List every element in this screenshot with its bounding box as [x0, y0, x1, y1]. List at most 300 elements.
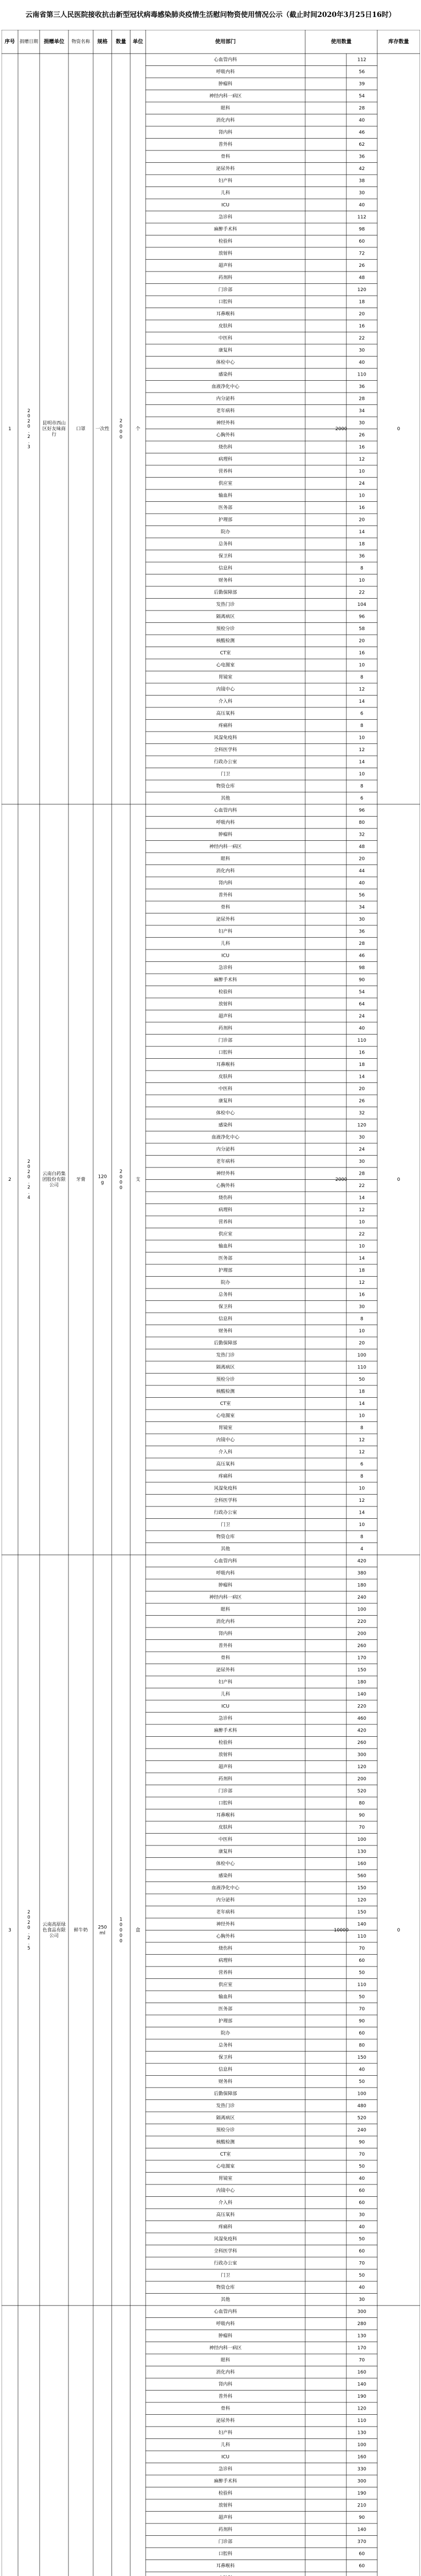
dept-qty: 42	[359, 166, 365, 172]
group-unit: 盒	[135, 1928, 141, 1933]
dept-name: 泌尿外科	[216, 166, 235, 172]
dept-qty: 40	[359, 2176, 365, 2181]
dept-qty: 150	[357, 1667, 366, 1673]
dept-qty: 50	[359, 1377, 365, 1382]
dept-qty: 112	[357, 214, 366, 220]
dept-qty: 16	[359, 505, 365, 511]
group-spec	[98, 1175, 107, 1185]
dept-qty: 6	[360, 711, 363, 717]
dept-qty: 520	[357, 1788, 366, 1794]
dept-qty: 48	[359, 844, 365, 850]
dept-name: 麻醉手术科	[214, 977, 237, 983]
dept-name: 口腔科	[218, 1050, 233, 1056]
dept-name: 信息科	[218, 2067, 233, 2073]
dept-qty: 10	[359, 663, 365, 668]
dept-name: 总务科	[218, 1292, 233, 1298]
dept-qty: 100	[357, 2442, 366, 2448]
dept-name: 皮肤科	[218, 1825, 233, 1831]
dept-qty: 12	[359, 1207, 365, 1213]
dept-qty: 260	[357, 1643, 366, 1649]
header-cell	[72, 39, 91, 45]
svg-text:0: 0	[119, 1933, 122, 1939]
dept-name: 普外科	[218, 2394, 233, 2399]
svg-text:公司: 公司	[49, 1934, 59, 1939]
dept-name: 胃镜室	[218, 2176, 233, 2181]
dept-qty: 80	[359, 820, 365, 825]
dept-qty: 70	[359, 2006, 365, 2012]
dept-name: 神经外科	[216, 1922, 235, 1927]
dept-name: 全科医学科	[214, 2248, 237, 2254]
dept-name: ICU	[221, 202, 230, 208]
dept-qty: 20	[359, 1086, 365, 1092]
header-cell: 单位	[133, 39, 143, 45]
dept-qty: 90	[359, 2515, 365, 2520]
dept-qty: 16	[359, 324, 365, 329]
dept-name: 疼痛科	[218, 1473, 233, 1479]
svg-text:2: 2	[119, 1169, 122, 1175]
dept-qty: 48	[359, 275, 365, 281]
dept-qty: 22	[359, 1183, 365, 1189]
svg-text:牙膏: 牙膏	[76, 1177, 86, 1182]
dept-name: 高压氧科	[216, 2212, 235, 2218]
dept-qty: 100	[357, 1352, 366, 1358]
dept-name: 其他	[220, 2297, 231, 2302]
dept-qty: 30	[359, 2297, 365, 2302]
dept-name: 超声科	[218, 1013, 233, 1019]
svg-text:.: .	[28, 439, 30, 445]
dept-name: 放射科	[218, 1752, 233, 1758]
dept-name: 中医科	[218, 335, 233, 341]
svg-text:2: 2	[27, 419, 30, 424]
dept-qty: 12	[359, 1437, 365, 1443]
dept-name: 消化内科	[216, 868, 235, 874]
dept-name: 心血管内科	[214, 1558, 237, 1564]
dept-qty: 10	[359, 469, 365, 474]
dept-qty: 16	[359, 1292, 365, 1298]
dept-qty: 40	[359, 2224, 365, 2230]
dept-name: 麻醉手术科	[214, 2479, 237, 2484]
dept-name: 肿瘤科	[218, 2333, 233, 2339]
group-seq	[8, 1177, 11, 1182]
svg-text:3: 3	[27, 445, 30, 450]
svg-text:.: .	[28, 1180, 30, 1185]
dept-qty: 10	[359, 735, 365, 741]
dept-name: CT室	[220, 2151, 231, 2157]
svg-text:0: 0	[27, 1915, 30, 1920]
dept-qty: 60	[359, 2188, 365, 2194]
dept-name: 烧伤科	[218, 1195, 233, 1201]
svg-text:4: 4	[27, 1195, 30, 1200]
dept-name: 风湿免疫科	[214, 735, 237, 741]
dept-qty: 220	[357, 1619, 366, 1624]
dept-qty: 60	[359, 2563, 365, 2569]
dept-qty: 8	[360, 1534, 363, 1540]
dept-qty: 50	[359, 2079, 365, 2084]
dept-name: 康复科	[218, 1849, 233, 1855]
dept-name: 核酸检测	[216, 638, 235, 644]
dept-qty: 10	[359, 1486, 365, 1492]
svg-text:0: 0	[27, 1175, 30, 1180]
dept-name: 胃镜室	[218, 1425, 233, 1431]
group-qty	[119, 1169, 122, 1191]
dept-name: 内分泌科	[216, 1147, 235, 1153]
dept-name: 药剂科	[218, 275, 233, 281]
dept-name: 消化内科	[216, 2369, 235, 2375]
dept-qty: 180	[357, 1680, 366, 1685]
dept-qty: 180	[357, 1583, 366, 1588]
dept-name: 儿科	[220, 941, 231, 946]
dept-name: 消化内科	[216, 1619, 235, 1624]
group-donor	[42, 1921, 65, 1939]
group-unit: 支	[135, 1177, 141, 1182]
dept-qty: 20	[359, 1341, 365, 1346]
dept-qty: 190	[357, 2394, 366, 2399]
page-title: 云南省第三人民医院接收抗击新型冠状病毒感染肺炎疫情生活慰问物资使用情况公示（截止时间2020年3月25日16时）	[25, 11, 396, 19]
dept-name: 皮肤科	[218, 324, 233, 329]
dept-qty: 100	[357, 1607, 366, 1613]
dept-qty: 12	[359, 687, 365, 692]
dept-name: 口腔科	[218, 1801, 233, 1806]
group-spec	[98, 1925, 107, 1936]
header-cell: 序号	[5, 39, 15, 45]
dept-name: 检验科	[218, 239, 233, 244]
dept-name: CT室	[220, 1401, 231, 1406]
dept-name: 心电图室	[216, 1413, 235, 1419]
dept-name: 口腔科	[218, 2551, 233, 2557]
dept-qty: 60	[359, 2551, 365, 2557]
dept-qty: 40	[359, 360, 365, 365]
dept-name: 皮肤科	[218, 1074, 233, 1080]
dept-qty: 130	[357, 2430, 366, 2436]
dept-name: 隔离病区	[216, 614, 235, 620]
dept-name: 护理部	[218, 517, 233, 523]
dept-qty: 8	[360, 1473, 363, 1479]
dept-name: 康复科	[218, 348, 233, 353]
dept-qty: 14	[359, 759, 365, 765]
dept-qty: 210	[357, 2503, 366, 2509]
dept-name: 中医科	[218, 1086, 233, 1092]
dept-name: 财务科	[218, 1328, 233, 1334]
dept-qty: 50	[359, 1970, 365, 1976]
dept-name: 院办	[220, 2030, 231, 2036]
dept-qty: 54	[359, 989, 365, 995]
dept-qty: 60	[359, 239, 365, 244]
dept-qty: 130	[357, 1849, 366, 1855]
dept-name: 普外科	[218, 892, 233, 898]
dept-qty: 110	[357, 1982, 366, 1988]
dept-name: 放射科	[218, 1002, 233, 1007]
dept-name: 检验科	[218, 1740, 233, 1745]
group-stock: 0	[397, 427, 400, 432]
dept-qty: 240	[357, 1595, 366, 1600]
dept-qty: 380	[357, 1570, 366, 1576]
dept-name: 门卫	[220, 771, 231, 777]
dept-qty: 140	[357, 1691, 366, 1697]
dept-qty: 8	[360, 1425, 363, 1431]
group-date	[27, 1910, 30, 1951]
dept-qty: 24	[359, 481, 365, 486]
svg-text:.: .	[28, 1190, 30, 1195]
dept-name: 护理部	[218, 1268, 233, 1274]
dept-qty: 8	[360, 784, 363, 789]
dept-name: 体检中心	[216, 1861, 235, 1867]
dept-qty: 90	[359, 977, 365, 983]
dept-name: 心血管内科	[214, 2309, 237, 2315]
dept-name: 物资仓库	[216, 784, 235, 789]
dept-qty: 150	[357, 2055, 366, 2060]
dept-qty: 24	[359, 1013, 365, 1019]
dept-name: 保卫科	[218, 553, 233, 559]
group-seq	[8, 1928, 11, 1933]
dept-qty: 120	[357, 1764, 366, 1770]
dept-qty: 20	[359, 856, 365, 862]
dept-qty: 170	[357, 2345, 366, 2351]
dept-name: 风湿免疫科	[214, 2236, 237, 2242]
dept-qty: 120	[357, 2406, 366, 2412]
dept-name: 普外科	[218, 1643, 233, 1649]
svg-text:0: 0	[119, 429, 122, 435]
dept-qty: 36	[359, 384, 365, 389]
dept-qty: 70	[359, 2358, 365, 2363]
dept-name: 后勤保障部	[214, 1341, 237, 1346]
dept-qty: 46	[359, 953, 365, 959]
dept-name: ICU	[221, 1704, 230, 1709]
svg-text:3: 3	[8, 1928, 11, 1933]
dept-qty: 40	[359, 880, 365, 886]
svg-text:0: 0	[119, 1185, 122, 1191]
dept-name: 眼科	[220, 2358, 231, 2363]
dept-qty: 460	[357, 1716, 366, 1721]
dept-name: 检验科	[218, 989, 233, 995]
dept-qty: 10	[359, 1244, 365, 1249]
dept-qty: 10	[359, 1328, 365, 1334]
dept-name: 高压氧科	[216, 711, 235, 717]
dept-qty: 300	[357, 2479, 366, 2484]
dept-qty: 112	[357, 57, 366, 63]
dept-qty: 4	[360, 1546, 363, 1552]
svg-text:0: 0	[27, 414, 30, 419]
dept-qty: 6	[360, 795, 363, 801]
dept-qty: 16	[359, 1050, 365, 1056]
dept-qty: 110	[357, 1934, 366, 1939]
dept-qty: 140	[357, 1922, 366, 1927]
dept-qty: 28	[359, 1171, 365, 1177]
dept-name: 门卫	[220, 2273, 231, 2278]
dept-qty: 160	[357, 1861, 366, 1867]
dept-qty: 40	[359, 1026, 365, 1031]
dept-name: 医务部	[218, 505, 233, 511]
dept-name: CT室	[220, 650, 231, 656]
dept-qty: 104	[357, 602, 366, 607]
svg-text:一次性: 一次性	[95, 427, 110, 432]
dept-name: 骨科	[220, 1655, 231, 1661]
dept-name: 肿瘤科	[218, 832, 233, 838]
dept-qty: 18	[359, 1268, 365, 1274]
dept-qty: 40	[359, 117, 365, 123]
dept-name: 心电图室	[216, 2164, 235, 2170]
dept-name: 超声科	[218, 1764, 233, 1770]
dept-name: 门诊部	[218, 1788, 233, 1794]
svg-text:2: 2	[27, 1936, 30, 1941]
dept-name: 心胸外科	[216, 1934, 235, 1939]
dept-name: 预检分诊	[216, 1377, 235, 1382]
group-stock: 0	[397, 1177, 400, 1182]
dept-qty: 28	[359, 106, 365, 111]
dept-qty: 200	[357, 1776, 366, 1782]
dept-qty: 90	[359, 2140, 365, 2145]
header-cell: 规格	[97, 39, 108, 45]
dept-name: 药剂科	[218, 1776, 233, 1782]
dept-name: 物资仓库	[216, 1534, 235, 1540]
dept-qty: 100	[357, 2091, 366, 2097]
dept-qty: 160	[357, 2454, 366, 2460]
dept-name: 保卫科	[218, 1304, 233, 1310]
dept-qty: 200	[357, 1631, 366, 1637]
dept-qty: 30	[359, 420, 365, 426]
header-cell: 使用数量	[331, 39, 352, 45]
dept-name: 儿科	[220, 190, 231, 196]
dept-qty: 14	[359, 1074, 365, 1080]
dept-qty: 20	[359, 311, 365, 317]
dept-name: 输血科	[218, 1994, 233, 2000]
dept-qty: 560	[357, 1873, 366, 1879]
svg-text:0: 0	[119, 1180, 122, 1185]
dept-name: 高压氧科	[216, 1462, 235, 1467]
dept-name: 院办	[220, 529, 231, 535]
dept-name: 内镜中心	[216, 687, 235, 692]
dept-qty: 96	[359, 808, 365, 814]
dept-name: 骨科	[220, 154, 231, 160]
group-used: 10000	[334, 1928, 349, 1933]
dept-qty: 96	[359, 614, 365, 620]
dept-name: 其他	[220, 1546, 231, 1552]
dept-qty: 70	[359, 2151, 365, 2157]
header-cell: 使用部门	[215, 39, 236, 45]
dept-name: 体检中心	[216, 1110, 235, 1116]
dept-name: 护理部	[218, 2019, 233, 2024]
dept-name: 放射科	[218, 2503, 233, 2509]
svg-text:5: 5	[27, 1946, 30, 1951]
dept-name: 神经外科	[216, 1171, 235, 1177]
svg-text:0: 0	[119, 1928, 122, 1933]
dept-qty: 24	[359, 1147, 365, 1153]
header-cell: 数量	[116, 39, 126, 45]
dept-name: 营养科	[218, 1219, 233, 1225]
dept-name: ICU	[221, 953, 230, 959]
dept-qty: 30	[359, 1134, 365, 1140]
svg-text:ml: ml	[99, 1930, 106, 1936]
dept-name: 营养科	[218, 469, 233, 474]
dept-name: 心血管内科	[214, 57, 237, 63]
dept-qty: 120	[357, 287, 366, 293]
svg-text:云南白药集: 云南白药集	[42, 1172, 66, 1177]
dept-qty: 110	[357, 372, 366, 378]
dept-qty: 90	[359, 2019, 365, 2024]
dept-name: 药剂科	[218, 1026, 233, 1031]
dept-name: 感染科	[218, 1873, 233, 1879]
dept-name: 隔离病区	[216, 2115, 235, 2121]
dept-qty: 60	[359, 1958, 365, 1963]
dept-qty: 34	[359, 408, 365, 414]
dept-qty: 39	[359, 81, 365, 87]
dept-name: 疼痛科	[218, 723, 233, 728]
dept-name: 普外科	[218, 142, 233, 147]
dept-name: 隔离病区	[216, 1365, 235, 1370]
dept-name: 心血管内科	[214, 808, 237, 814]
dept-name: 肿瘤科	[218, 81, 233, 87]
dept-name: 风湿免疫科	[214, 1486, 237, 1492]
dept-qty: 12	[359, 456, 365, 462]
dept-name: 儿科	[220, 1691, 231, 1697]
dept-name: 疼痛科	[218, 2224, 233, 2230]
dept-name: 总务科	[218, 541, 233, 547]
dept-name: 康复科	[218, 1098, 233, 1104]
dept-qty: 12	[359, 1280, 365, 1285]
header-cell: 库存数量	[388, 39, 409, 45]
dept-name: 放射科	[218, 251, 233, 257]
dept-qty: 80	[359, 2043, 365, 2048]
dept-name: 物资仓库	[216, 2285, 235, 2291]
dept-qty: 480	[357, 2103, 366, 2109]
svg-text:0: 0	[119, 1174, 122, 1180]
dept-name: 感染科	[218, 372, 233, 378]
dept-name: 内镜中心	[216, 1437, 235, 1443]
svg-text:2: 2	[27, 1185, 30, 1190]
dept-name: 烧伤科	[218, 1946, 233, 1952]
dept-name: 核酸检测	[216, 1389, 235, 1395]
dept-qty: 38	[359, 178, 365, 184]
dept-name: 信息科	[218, 1316, 233, 1322]
dept-qty: 130	[357, 2333, 366, 2339]
dept-qty: 10	[359, 1219, 365, 1225]
dept-name: 发热门诊	[216, 2103, 235, 2109]
dept-qty: 190	[357, 2490, 366, 2496]
dept-name: 内分泌科	[216, 1897, 235, 1903]
dept-name: 后勤保障部	[214, 590, 237, 596]
dept-name: 血液净化中心	[211, 1134, 240, 1140]
dept-qty: 20	[359, 517, 365, 523]
dept-name: 介入科	[218, 2200, 233, 2206]
dept-qty: 120	[357, 1123, 366, 1128]
dept-qty: 22	[359, 335, 365, 341]
dept-qty: 520	[357, 2115, 366, 2121]
group-qty	[119, 1917, 122, 1944]
group-spec	[95, 426, 109, 432]
dept-name: 医务部	[218, 2006, 233, 2012]
dept-name: 眼科	[220, 856, 231, 862]
group-unit: 个	[135, 427, 141, 432]
dept-name: 老年病科	[216, 1159, 235, 1164]
dept-qty: 28	[359, 941, 365, 946]
group-seq	[8, 427, 11, 432]
dept-name: 药剂科	[218, 2527, 233, 2533]
dept-qty: 300	[357, 1752, 366, 1758]
dept-name: 输血科	[218, 493, 233, 499]
dept-qty: 36	[359, 929, 365, 935]
svg-text:2: 2	[27, 1910, 30, 1915]
header-cell: 捐赠单位	[44, 39, 64, 45]
dept-qty: 26	[359, 432, 365, 438]
dept-name: 供应室	[218, 481, 233, 486]
dept-qty: 110	[357, 1038, 366, 1043]
dept-qty: 98	[359, 227, 365, 232]
dept-name: 营养科	[218, 1970, 233, 1976]
dept-name: 妇产科	[218, 178, 233, 184]
dept-qty: 50	[359, 2164, 365, 2170]
dept-name: 信息科	[218, 566, 233, 571]
dept-qty: 160	[357, 2369, 366, 2375]
dept-qty: 26	[359, 1098, 365, 1104]
